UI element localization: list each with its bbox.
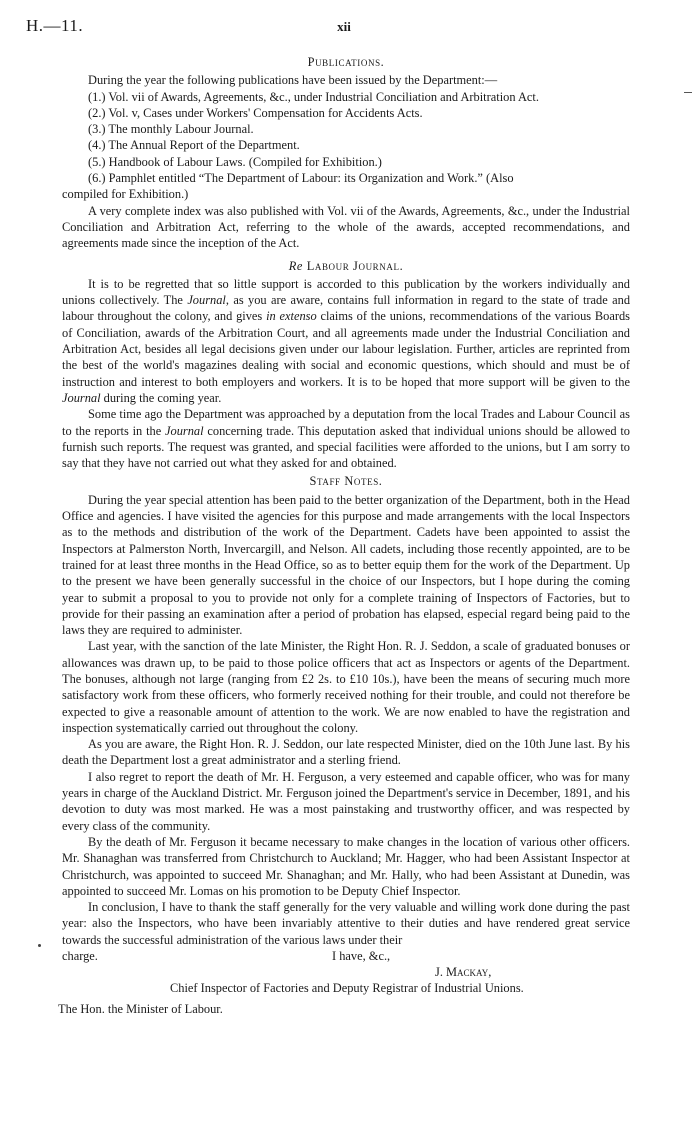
- publications-section: [62, 54, 630, 252]
- signatory-name: J. Mackay,: [435, 965, 492, 980]
- publication-item: (2.) Vol. v, Cases under Workers' Compensation for Accidents Acts.: [88, 105, 423, 120]
- heading-title: Labour Journal.: [306, 258, 404, 273]
- signature-block: [58, 948, 630, 1017]
- publication-item: (6.) Pamphlet entitled “The Department of Labour: its Organization and Work.” (Also: [88, 171, 514, 186]
- staff-notes-paragraph: Last year, with the sanction of the late Minister, the Right Hon. R. J. Seddon, a scale of graduated bonuses or allowances was drawn up, to be paid to those police officers that act as Inspectors or agents of the Department. The bonuses, although not large (ranging from £2 2s. to £10 10s.), have been the means of securing much more satisfactory work from these officers, who formerly received nothing for their trouble, and could not therefore be expected to give a reasonable amount of attention to the work. We are now enabled to have the registration and inspection systematically carried out throughout the colony.: [62, 639, 630, 735]
- index-paragraph: A very complete index was also published with Vol. vii of the Awards, Agreements, &c., under the Industrial Conciliation and Arbitration Act, referring to the whole of the awards, accepted recommendations, and agreements made since the inception of the Act.: [62, 203, 630, 251]
- publications-intro: During the year the following publications have been issued by the Department:—: [88, 73, 498, 88]
- staff-notes-paragraph: During the year special attention has been paid to the better organization of the Department, both in the Head Office and agencies. I have visited the agencies for this purpose and made arrangements with the local Inspectors as to the methods and distribution of the work of the Department. Cadets have been appointed to assist the Inspectors at Palmerston North, Invercargill, and Nelson. All cadets, including those recently appointed, are to be trained for at least three months in the Head Office, so as to better equip them for the work of the Department. Up to the present we have been generally successful in the choice of our Inspectors, but I hope during the coming year to submit a proposal to you to provide not only for a complete training of Inspectors of Factories, but to provide for their passing an examination after a period of probation has elapsed, especial regard being paid to the laws they are required to administer.: [62, 492, 630, 638]
- labour-journal-section: [62, 258, 630, 472]
- labour-journal-paragraph-2: Some time ago the Department was approached by a deputation from the local Trades and Labour Council as to the reports in the Journal concerning trade. This deputation asked that individual unions should be allowed to furnish such reports. The request was granted, and special facilities were afforded to the unions, but I am sorry to say that they have not carried out what they asked for and obtained.: [62, 407, 630, 471]
- staff-notes-paragraph: In conclusion, I have to thank the staff generally for the very valuable and willing work done during the past year: also the Inspectors, who have been invariably attentive to their duties and have rendered great service towards the successful administration of the various laws under their: [62, 900, 630, 947]
- document-reference: H.—11.: [26, 16, 84, 35]
- staff-notes-section: [62, 473, 630, 948]
- publication-item: (1.) Vol. vii of Awards, Agreements, &c., under Industrial Conciliation and Arbitration Act.: [88, 89, 539, 104]
- publication-item: (5.) Handbook of Labour Laws. (Compiled for Exhibition.): [88, 154, 382, 169]
- closing-i-have: I have, &c.,: [332, 949, 391, 964]
- staff-notes-heading: Staff Notes.: [309, 474, 383, 489]
- page-header: [26, 18, 662, 38]
- closing-charge: charge.: [62, 949, 98, 964]
- closing-line: [62, 948, 630, 964]
- staff-notes-paragraph: By the death of Mr. Ferguson it became necessary to make changes in the location of various other officers. Mr. Shanaghan was transferred from Christchurch to Auckland; Mr. Hagger, who had been Assistant Inspector at Christchurch, was appointed to succeed Mr. Shanaghan; and Mr. Hally, who had been Assistant at Dunedin, was appointed to succeed Mr. Lomas on his promotion to be Deputy Chief Inspector.: [62, 834, 630, 898]
- labour-journal-paragraph-1: It is to be regretted that so little support is accorded to this publication by the workers individually and unions collectively. The Journal, as you are aware, contains full information in regard to the state of trade and labour throughout the colony, and gives in extenso claims of the unions, recommendations of the various Boards of Conciliation, awards of the Arbitration Court, and all agreements made under the Industrial Conciliation and Arbitration Act, besides all legal decisions given under our labour legislation. Further, articles are reprinted from the best of the world's magazines dealing with social and economic questions, which should and must be of instruction and interest to both employers and workers. It is to be hoped that more support will be given to the Journal during the coming year.: [62, 276, 631, 405]
- addressee: The Hon. the Minister of Labour.: [58, 1001, 223, 1016]
- document-body: [58, 52, 631, 1017]
- page-number: xii: [337, 19, 351, 34]
- publication-item: (4.) The Annual Report of the Department.: [88, 138, 300, 153]
- ink-dot: [38, 944, 41, 947]
- labour-journal-heading: [62, 258, 630, 274]
- staff-notes-paragraph: As you are aware, the Right Hon. R. J. Seddon, our late respected Minister, died on the 10th June last. By his death the Department lost a great administrator and a sterling friend.: [62, 737, 630, 768]
- signatory-title: Chief Inspector of Factories and Deputy Registrar of Industrial Unions.: [170, 981, 524, 996]
- heading-re: Re: [288, 258, 303, 273]
- margin-mark: [684, 92, 692, 93]
- publication-item: (3.) The monthly Labour Journal.: [88, 122, 254, 137]
- publication-item-continued: compiled for Exhibition.): [62, 187, 189, 202]
- staff-notes-paragraph: I also regret to report the death of Mr. H. Ferguson, a very esteemed and capable officer, who was for many years in charge of the Auckland District. Mr. Ferguson joined the Department's service in December, 1891, and his devotion to duty was most marked. He was a most painstaking and trustworthy officer, and was respected by every class of the community.: [62, 769, 631, 833]
- publications-heading: Publications.: [307, 55, 385, 69]
